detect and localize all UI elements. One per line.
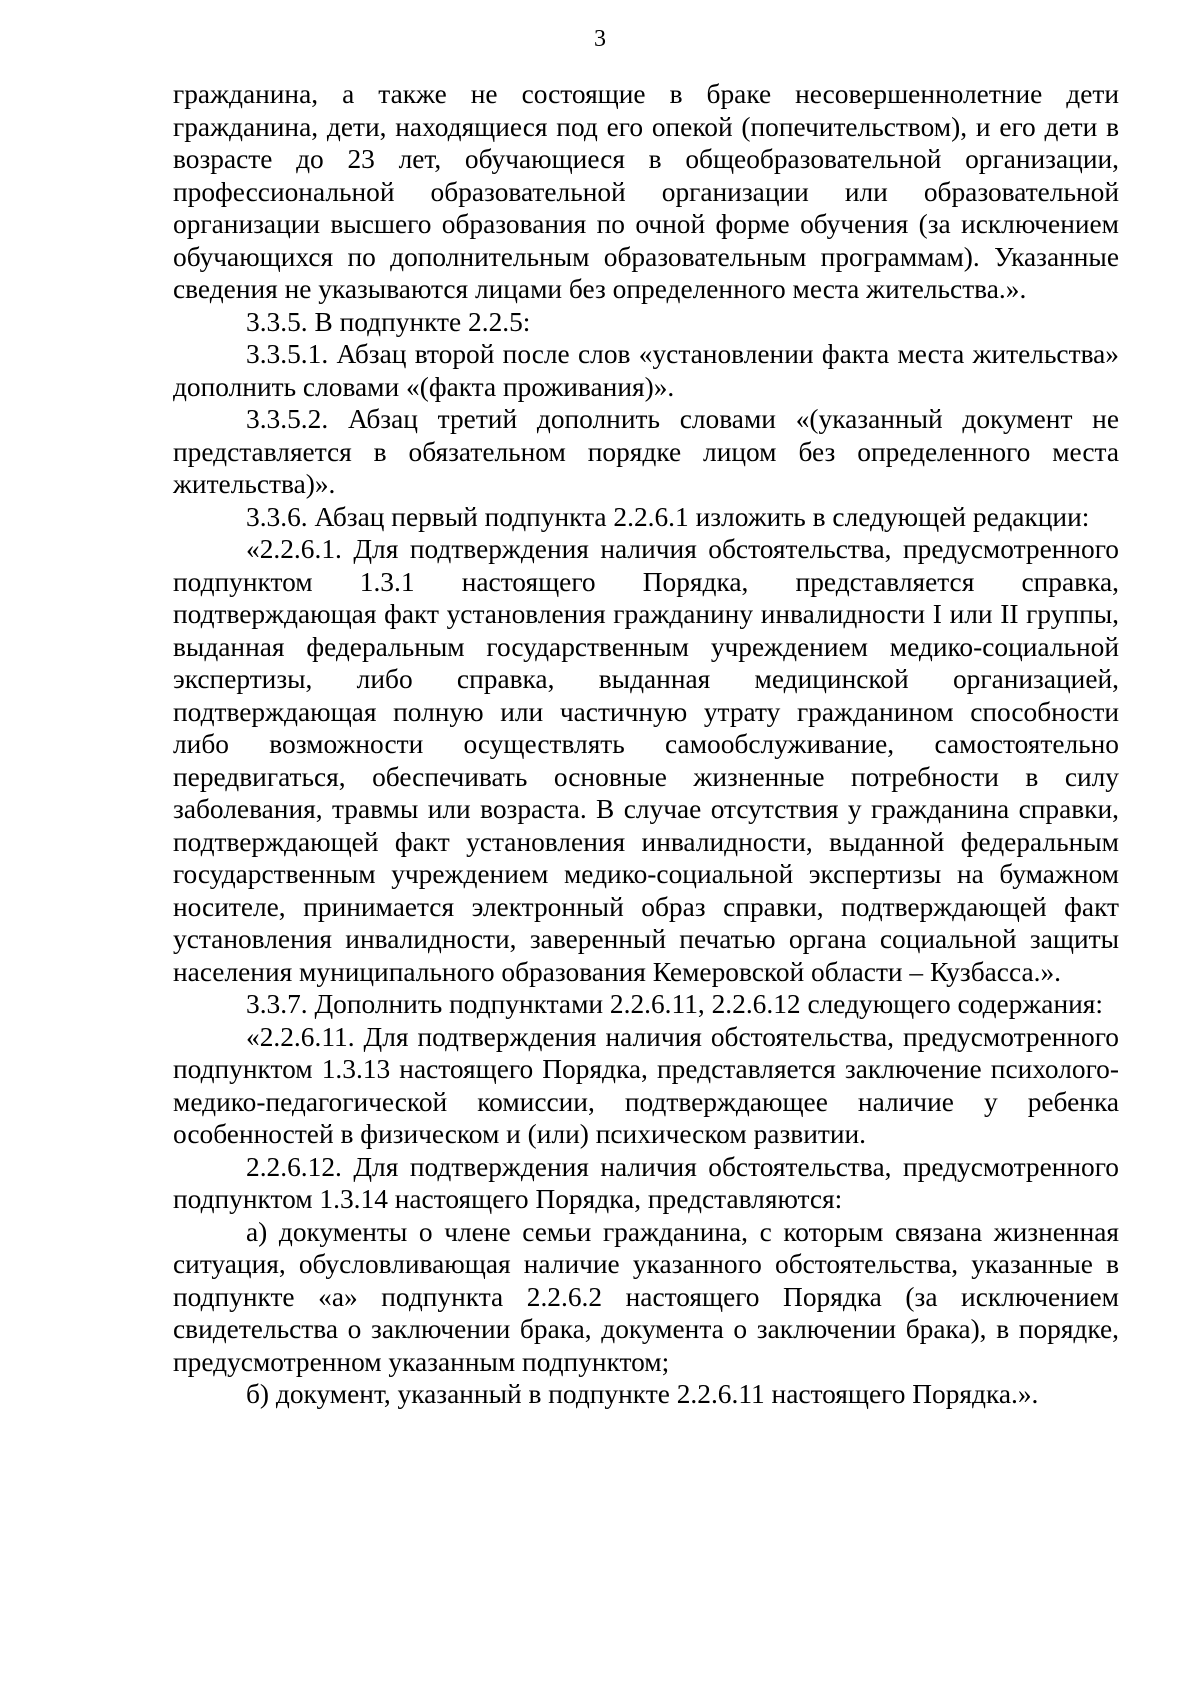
paragraph-3-3-5-2: 3.3.5.2. Абзац третий дополнить словами «(указанный документ не представляется в обязательном порядке лицом без определенного места жительства)». [173, 404, 1119, 499]
paragraph-3-3-5-1: 3.3.5.1. Абзац второй после слов «установлении факта места жительства» дополнить словами «(факта проживания)». [173, 339, 1119, 402]
paragraph-3-3-6: 3.3.6. Абзац первый подпункта 2.2.6.1 изложить в следующей редакции: [246, 501, 1090, 532]
paragraph-item-a: а) документы о члене семьи гражданина, с которым связана жизненная ситуация, обусловливающая наличие указанного обстоятельства, указанные в подпункте «а» подпункта 2.2.6.2 настоящего Порядка (за исключением свидетельства о заключении брака, документа о заключении брака), в порядке, предусмотренном указанным подпунктом; [173, 1216, 1119, 1377]
paragraph-2-2-6-11: «2.2.6.11. Для подтверждения наличия обстоятельства, предусмотренного подпунктом 1.3.13 настоящего Порядка, представляется заключение психолого-медико-педагогической комиссии, подтверждающее наличие у ребенка особенностей в физическом и (или) психическом развитии. [173, 1021, 1119, 1149]
paragraph-3-3-7: 3.3.7. Дополнить подпунктами 2.2.6.11, 2.2.6.12 следующего содержания: [246, 989, 1103, 1019]
paragraph-3-3-5: 3.3.5. В подпункте 2.2.5: [246, 306, 531, 337]
page-number: 3 [594, 26, 606, 52]
paragraph-2-2-6-1: «2.2.6.1. Для подтверждения наличия обстоятельства, предусмотренного подпунктом 1.3.1 настоящего Порядка, представляется справка, подтверждающая факт установления гражданину инвалидности I или II группы, выданная федеральным государственным учреждением медико-социальной экспертизы, либо справка, выданная медицинской организацией, подтверждающая полную или частичную утрату гражданином способности либо возможности осуществлять самообслуживание, самостоятельно передвигаться, обеспечивать основные жизненные потребности в силу заболевания, травмы или возраста. В случае отсутствия у гражданина справки, подтверждающей факт установления инвалидности, выданной федеральным государственным учреждением медико-социальной экспертизы на бумажном носителе, принимается электронный образ справки, подтверждающей факт установления инвалидности, заверенный печатью органа социальной защиты населения муниципального образования Кемеровской области – Кузбасса.». [173, 534, 1119, 987]
paragraph-2-2-6-12: 2.2.6.12. Для подтверждения наличия обстоятельства, предусмотренного подпунктом 1.3.14 настоящего Порядка, представляются: [173, 1151, 1119, 1214]
paragraph-item-b: б) документ, указанный в подпункте 2.2.6.11 настоящего Порядка.». [246, 1379, 1039, 1409]
document-body [173, 78, 1119, 1411]
paragraph-continuation: гражданина, а также не состоящие в браке несовершеннолетние дети гражданина, дети, находящиеся под его опекой (попечительством), и его дети в возрасте до 23 лет, обучающиеся в общеобразовательной организации, профессиональной образовательной организации или образовательной организации высшего образования по очной форме обучения (за исключением обучающихся по дополнительным образовательным программам). Указанные сведения не указываются лицами без определенного места жительства.». [173, 79, 1119, 304]
